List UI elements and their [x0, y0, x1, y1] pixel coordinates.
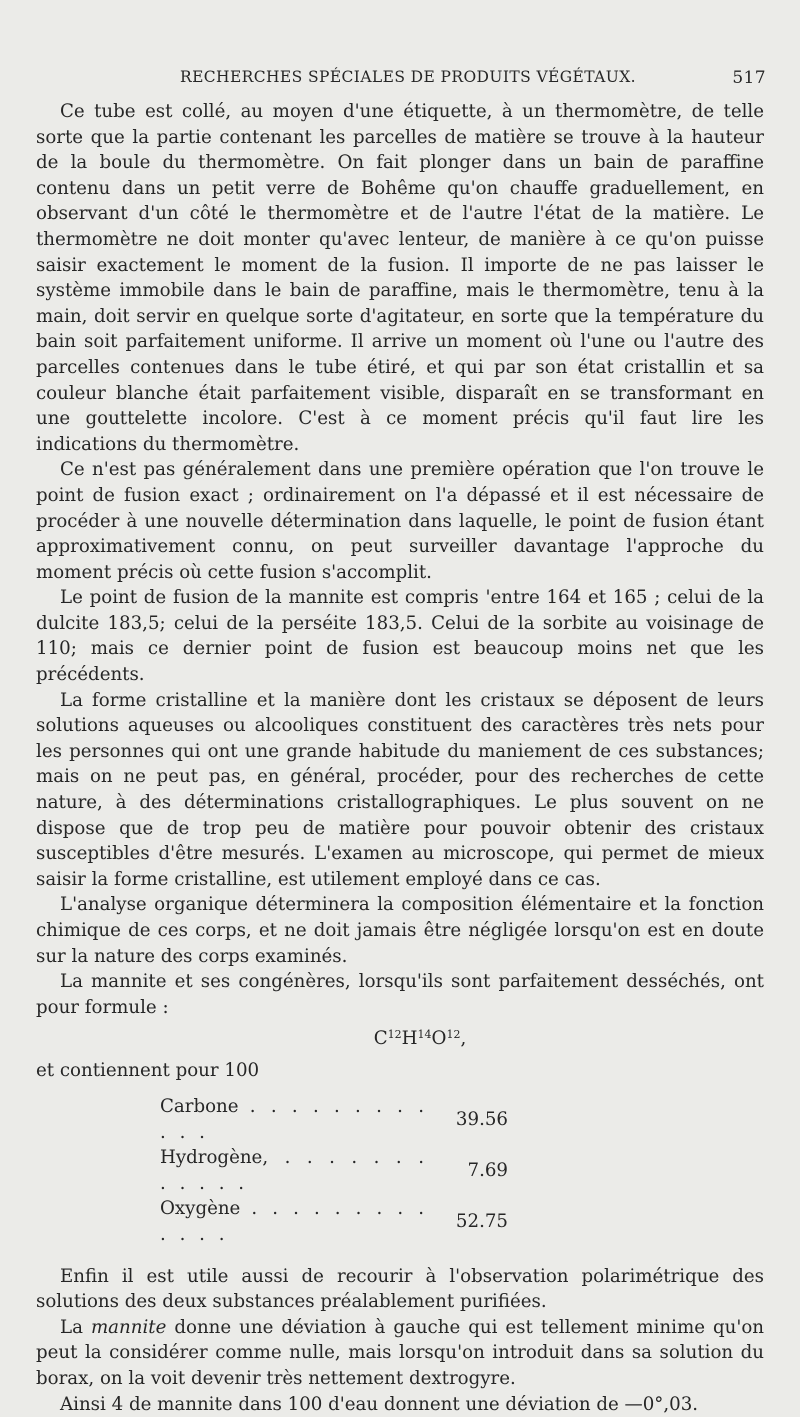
formula-carbon-count: 12	[388, 1028, 402, 1041]
chemical-formula	[36, 1024, 764, 1058]
formula-comma: ,	[460, 1028, 466, 1049]
formula-oxygen-count: 12	[446, 1028, 460, 1041]
paragraph-4: La forme cristalline et la manière dont les cristaux se déposent de leurs solutions aqueuses ou alcooliques constituent des caractères très nets pour les personnes qui ont une grande habitude du maniement de ces substances; mais on ne peut pas, en général, procéder, pour des recherches de cette nature, à des déterminations cristallographiques. Le plus souvent on ne dispose que de trop peu de matière pour pouvoir obtenir des cristaux susceptibles d'être mesurés. L'examen au microscope, qui permet de mieux saisir la forme cristalline, est utilement employé dans ce cas.	[36, 688, 764, 893]
paragraph-mannite: La mannite donne une déviation à gauche qui est tellement minime qu'on peut la considérer comme nulle, mais lorsqu'on introduit dans sa solution du borax, on la voit devenir très nettement dextrogyre.	[36, 1315, 764, 1392]
element-name: Carbone	[160, 1096, 239, 1117]
element-name: Oxygène	[160, 1198, 240, 1219]
paragraph-2: Ce n'est pas généralement dans une première opération que l'on trouve le point de fusion exact ; ordinairement on l'a dépassé et il est nécessaire de procéder à une nouvelle détermination dans laquelle, le point de fusion étant approximativement connu, on peut surveiller davantage l'approche du moment précis où cette fusion s'accomplit.	[36, 457, 764, 585]
element-name: Hydrogène	[160, 1147, 262, 1168]
formula-hydrogen-count: 14	[418, 1028, 432, 1041]
element-percentage: 7.69	[428, 1145, 508, 1196]
paragraph-polarimetry: Enfin il est utile aussi de recourir à l'observation polarimétrique des solutions des deux substances préalablement purifiées.	[36, 1264, 764, 1315]
running-title: RECHERCHES SPÉCIALES DE PRODUITS VÉGÉTAUX.	[180, 68, 636, 86]
paragraph-3: Le point de fusion de la mannite est compris 'entre 164 et 165 ; celui de la dulcite 183,5; celui de la perséite 183,5. Celui de la sorbite au voisinage de 110; mais ce dernier point de fusion est beaucoup moins net que les précédents.	[36, 585, 764, 687]
element-percentage: 39.56	[428, 1094, 508, 1145]
element-percentage: 52.75	[428, 1196, 508, 1247]
formula-hydrogen: H	[402, 1028, 418, 1049]
paragraph-6: La mannite et ses congénères, lorsqu'ils sont parfaitement desséchés, ont pour formule :	[36, 969, 764, 1020]
composition-row: Carbone . . . . . . . . . . . . 39.56	[160, 1094, 508, 1145]
composition-row: Oxygène . . . . . . . . . . . . . 52.75	[160, 1196, 508, 1247]
formula-carbon: C	[374, 1028, 388, 1049]
emphasis-mannite: mannite	[91, 1317, 166, 1338]
composition-intro: et contiennent pour 100	[36, 1058, 764, 1084]
running-header	[60, 64, 766, 90]
body-text	[36, 99, 764, 1417]
formula-oxygen: O	[432, 1028, 447, 1049]
paragraph-1: Ce tube est collé, au moyen d'une étiquette, à un thermomètre, de telle sorte que la partie contenant les parcelles de matière se trouve à la hauteur de la boule du thermomètre. On fait plonger dans un bain de paraffine contenu dans un petit verre de Bohême qu'on chauffe graduellement, en observant d'un côté le thermomètre et de l'autre l'état de la matière. Le thermomètre ne doit monter qu'avec lenteur, de manière à ce qu'on puisse saisir exactement le moment de la fusion. Il importe de ne pas laisser le système immobile dans le bain de paraffine, mais le thermomètre, tenu à la main, doit servir en quelque sorte d'agitateur, en sorte que la température du bain soit parfaitement uniforme. Il arrive un moment où l'une ou l'autre des parcelles contenues dans le tube étiré, et qui par son état cristallin et sa couleur blanche était parfaitement visible, disparaît en se transformant en une gouttelette incolore. C'est à ce moment précis qu'il faut lire les indications du thermomètre.	[36, 99, 764, 457]
composition-table	[160, 1094, 508, 1248]
paragraph-5: L'analyse organique déterminera la composition élémentaire et la fonction chimique de ces corps, et ne doit jamais être négligée lorsqu'on est en doute sur la nature des corps examinés.	[36, 892, 764, 969]
composition-row: Hydrogène, . . . . . . . . . . . . 7.69	[160, 1145, 508, 1196]
page-number: 517	[732, 68, 766, 88]
paragraph-deviation: Ainsi 4 de mannite dans 100 d'eau donnent une déviation de —0°,03.	[36, 1392, 764, 1417]
